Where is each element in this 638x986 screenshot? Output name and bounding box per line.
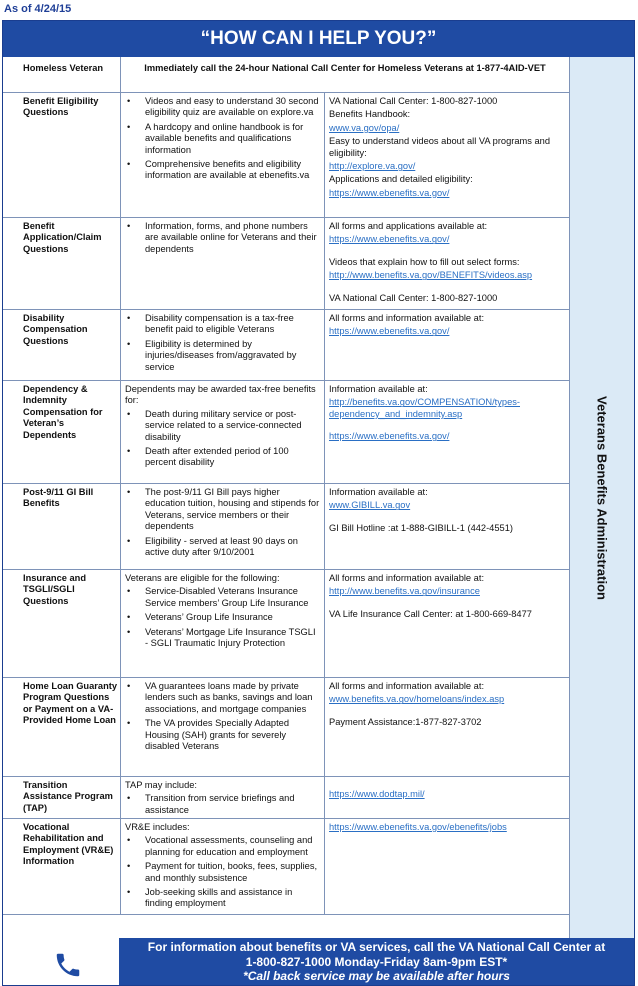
table-row xyxy=(3,381,569,484)
spacer xyxy=(329,780,565,789)
benefits-sheet xyxy=(2,20,635,986)
resource-link[interactable]: http://www.benefits.va.gov/BENEFITS/videos.asp xyxy=(329,270,533,281)
resource-line xyxy=(329,694,565,705)
description-cell xyxy=(121,819,325,914)
footer-line-3: *Call back service may be available after hours xyxy=(243,969,510,983)
spacer xyxy=(329,600,565,609)
table-row xyxy=(3,218,569,310)
resource-link[interactable]: https://www.ebenefits.va.gov/ebenefits/jobs xyxy=(329,822,507,832)
as-of-date: As of 4/24/15 xyxy=(4,3,72,15)
topic-cell: Post-9/11 GI Bill Benefits xyxy=(3,484,121,569)
list-item: • Eligibility - served at least 90 days on active duty after 9/10/2001 xyxy=(125,536,320,559)
homeless-hotline-text: Immediately call the 24-hour National Call Center for Homeless Veterans at 1-877-4AID-VET xyxy=(144,63,546,73)
topic-cell: Dependency & Indemnity Compensation for Veteran’s Dependents xyxy=(3,381,121,483)
topic-cell: Transition Assistance Program (TAP) xyxy=(3,777,121,818)
resource-line xyxy=(329,789,565,800)
resource-text: GI Bill Hotline :at 1-888-GIBILL-1 (442-4551) xyxy=(329,522,513,533)
list-item: • VA guarantees loans made by private lenders such as banks, savings and loan associations, and mortgage companies xyxy=(125,681,320,715)
list-item: • A hardcopy and online handbook is for available benefits and qualifications information xyxy=(125,122,320,156)
list-item: • Disability compensation is a tax-free benefit paid to eligible Veterans xyxy=(125,313,320,336)
bullet-list xyxy=(125,409,320,469)
bullet-list xyxy=(125,487,320,558)
list-item: • Veterans’ Mortgage Life Insurance TSGLI - SGLI Traumatic Injury Protection xyxy=(125,627,320,650)
footer-text xyxy=(119,940,634,984)
list-item: • Videos and easy to understand 30 second eligibility quiz are available on explore.va xyxy=(125,96,320,119)
resource-text: VA Life Insurance Call Center: at 1-800-669-8477 xyxy=(329,608,532,619)
resource-text: All forms and information available at: xyxy=(329,573,485,583)
resource-line xyxy=(329,234,565,245)
list-item: • Death after extended period of 100 percent disability xyxy=(125,446,320,469)
resource-text: Applications and detailed eligibility: xyxy=(329,174,473,185)
resources-cell xyxy=(325,570,569,677)
resource-text: Videos that explain how to fill out select forms: xyxy=(329,256,520,267)
resource-text: Information available at: xyxy=(329,384,428,394)
resources-cell xyxy=(325,93,569,217)
resource-text: Payment Assistance:1-877-827-3702 xyxy=(329,716,482,727)
description-cell xyxy=(121,381,325,483)
list-item: • Comprehensive benefits and eligibility information are available at ebenefits.va xyxy=(125,159,320,182)
sidebar-label: Veterans Benefits Administration xyxy=(594,395,610,600)
description-intro: Veterans are eligible for the following: xyxy=(125,573,280,583)
spacer xyxy=(329,708,565,717)
topic-cell: Vocational Rehabilitation and Employment (VR&E) Information xyxy=(3,819,121,914)
list-item: • Job-seeking skills and assistance in finding employment xyxy=(125,887,320,910)
topic-cell: Home Loan Guaranty Program Questions or Payment on a VA-Provided Home Loan xyxy=(3,678,121,776)
resource-line xyxy=(329,161,565,172)
resource-line xyxy=(329,326,565,337)
list-item: • Eligibility is determined by injuries/diseases from/aggravated by service xyxy=(125,339,320,373)
resources-cell xyxy=(325,484,569,569)
resources-cell xyxy=(325,777,569,818)
resources-cell xyxy=(325,678,569,776)
bullet-list xyxy=(125,681,320,752)
resource-text: VA National Call Center: 1-800-827-1000 xyxy=(329,292,498,303)
list-item: • Veterans’ Group Life Insurance xyxy=(125,612,320,623)
footer-banner xyxy=(3,938,634,985)
description-cell xyxy=(121,93,325,217)
resource-text: Benefits Handbook: xyxy=(329,109,411,120)
table-row xyxy=(3,570,569,678)
list-item: • Information, forms, and phone numbers are available online for Veterans and their dependents xyxy=(125,221,320,255)
list-item: • Payment for tuition, books, fees, supplies, and monthly subsistence xyxy=(125,861,320,884)
resource-link[interactable]: http://www.benefits.va.gov/insurance xyxy=(329,586,480,597)
bullet-list xyxy=(125,313,320,373)
resource-line xyxy=(329,270,565,281)
description-cell xyxy=(121,218,325,309)
resource-line xyxy=(329,500,565,511)
resource-link[interactable]: https://www.ebenefits.va.gov/ xyxy=(329,431,450,442)
description-cell xyxy=(121,484,325,569)
resource-text: VA National Call Center: 1-800-827-1000 xyxy=(329,96,498,106)
spacer xyxy=(329,422,565,431)
table-row xyxy=(3,484,569,570)
resource-link[interactable]: www.GIBILL.va.gov xyxy=(329,500,411,511)
topic-cell: Disability Compensation Questions xyxy=(3,310,121,380)
resources-cell xyxy=(325,819,569,914)
topic-cell: Benefit Eligibility Questions xyxy=(3,93,121,217)
bullet-list xyxy=(125,221,320,255)
resource-link[interactable]: https://www.ebenefits.va.gov/ xyxy=(329,187,450,198)
resource-link[interactable]: http://benefits.va.gov/COMPENSATION/types-dependency_and_indemnity.asp xyxy=(329,397,520,419)
description-cell xyxy=(121,777,325,818)
resources-cell xyxy=(325,218,569,309)
phone-icon-box xyxy=(3,938,119,985)
table-row-homeless xyxy=(3,57,569,93)
resource-link[interactable]: www.benefits.va.gov/homeloans/index.asp xyxy=(329,694,505,705)
vba-sidebar xyxy=(569,57,634,938)
table-row xyxy=(3,678,569,777)
resource-link[interactable]: http://explore.va.gov/ xyxy=(329,161,416,172)
topic-cell: Insurance and TSGLI/SGLI Questions xyxy=(3,570,121,677)
spacer xyxy=(329,284,565,293)
list-item: • Transition from service briefings and assistance xyxy=(125,793,320,816)
list-item: • Vocational assessments, counseling and planning for education and employment xyxy=(125,835,320,858)
list-item: • Death during military service or post-service related to a service-connected disability xyxy=(125,409,320,443)
bullet-list xyxy=(125,793,320,816)
resource-text: All forms and applications available at: xyxy=(329,221,488,231)
resource-link[interactable]: www.va.gov/opa/ xyxy=(329,122,400,133)
table-row xyxy=(3,93,569,218)
resource-link[interactable]: https://www.ebenefits.va.gov/ xyxy=(329,234,450,245)
phone-icon xyxy=(53,950,83,980)
resource-link[interactable]: https://www.dodtap.mil/ xyxy=(329,789,425,799)
table-row xyxy=(3,310,569,381)
table-row xyxy=(3,819,569,915)
table-row xyxy=(3,777,569,819)
resource-line xyxy=(329,397,565,420)
description-cell xyxy=(121,310,325,380)
resource-text: Information available at: xyxy=(329,487,428,497)
resource-text: All forms and information available at: xyxy=(329,681,485,691)
spacer xyxy=(329,514,565,523)
topic-cell: Homeless Veteran xyxy=(3,57,121,92)
page-title: “HOW CAN I HELP YOU?” xyxy=(3,21,634,57)
resources-cell xyxy=(325,381,569,483)
topic-cell: Benefit Application/Claim Questions xyxy=(3,218,121,309)
footer-line-1: For information about benefits or VA services, call the VA National Call Center at xyxy=(147,940,606,954)
description-intro: TAP may include: xyxy=(125,780,197,790)
description-cell xyxy=(121,570,325,677)
bullet-list xyxy=(125,835,320,909)
resource-text: All forms and information available at: xyxy=(329,313,485,323)
bullet-list xyxy=(125,586,320,649)
resource-line xyxy=(329,822,565,833)
list-item: • The post-9/11 GI Bill pays higher education tuition, housing and stipends for Veterans, service members or their dependents xyxy=(125,487,320,533)
list-item: • Service-Disabled Veterans Insurance Service members’ Group Life Insurance xyxy=(125,586,320,609)
resource-text: Easy to understand videos about all VA programs and eligibility: xyxy=(329,136,551,158)
spacer xyxy=(329,248,565,257)
list-item: • The VA provides Specially Adapted Housing (SAH) grants for severely disabled Veterans xyxy=(125,718,320,752)
resource-line xyxy=(329,123,565,134)
resource-line xyxy=(329,586,565,597)
resource-line xyxy=(329,431,565,442)
resource-line xyxy=(329,188,565,199)
footer-line-2: 1-800-827-1000 Monday-Friday 8am-9pm EST* xyxy=(245,954,508,969)
description-intro: VR&E includes: xyxy=(125,822,190,832)
resource-link[interactable]: https://www.ebenefits.va.gov/ xyxy=(329,326,450,337)
resources-cell xyxy=(325,310,569,380)
description-intro: Dependents may be awarded tax-free benefits for: xyxy=(125,384,316,406)
description-cell xyxy=(121,678,325,776)
bullet-list xyxy=(125,96,320,182)
